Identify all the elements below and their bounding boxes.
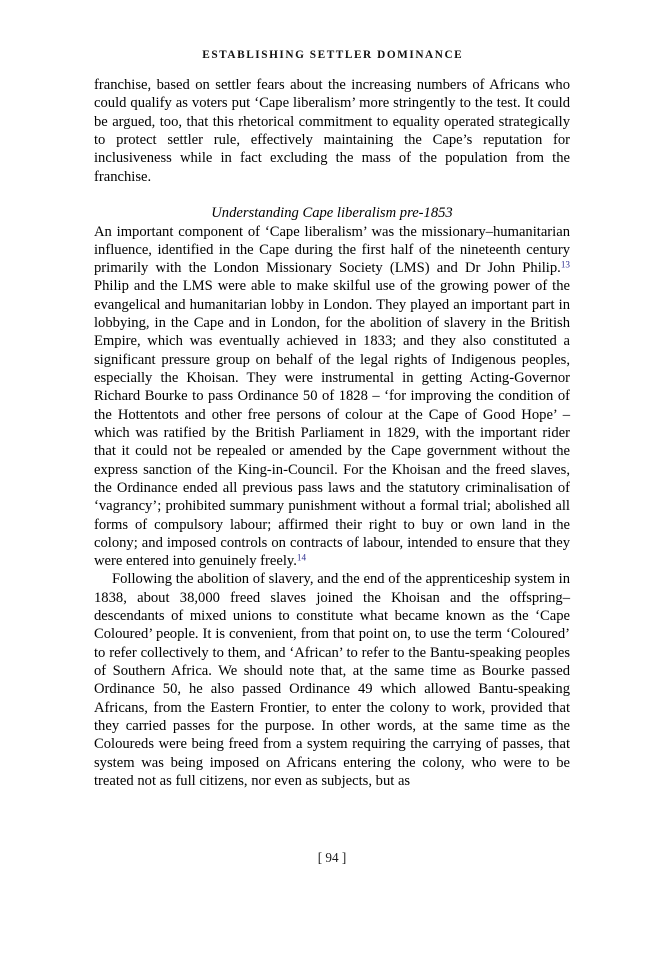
- paragraph-spacer: [94, 186, 570, 204]
- page-number: [ 94 ]: [317, 850, 347, 865]
- footnote-marker-13[interactable]: 13: [560, 259, 570, 270]
- section-subheading: Understanding Cape liberalism pre-1853: [211, 205, 453, 222]
- paragraph-cape-liberalism: [94, 223, 570, 571]
- running-head: ESTABLISHING SETTLER DOMINANCE: [202, 49, 464, 61]
- body-text-block: [94, 76, 570, 790]
- paragraph-continuation: franchise, based on settler fears about the increasing numbers of Africans who could qualify as voters put ‘Cape liberalism’ more stringently to the test. It could be argued, too, that this rhetorical commitment to equality operated strategically to protect settler rule, effectively maintaining the Cape’s reputation for inclusiveness while in fact excluding the mass of the population from the franchise.: [94, 77, 570, 185]
- footnote-marker-14[interactable]: 14: [296, 552, 307, 563]
- paragraph-text-segment-a: An important component of ‘Cape liberalism’ was the missionary–humanitarian influence, identified in the Cape during the first half of the nineteenth century primarily with the London Missionary Society (LMS) and Dr John Philip.: [94, 223, 570, 277]
- paragraph-abolition-of-slavery: Following the abolition of slavery, and the end of the apprenticeship system in 1838, about 38,000 freed slaves joined the Khoisan and the offspring–descendants of mixed unions to constitute what became known as the ‘Cape Coloured’ people. It is convenient, from that point on, to use the term ‘Coloured’ to refer collectively to them, and ‘African’ to refer to the Bantu-speaking peoples of Southern Africa. We should note that, at the same time as Bourke passed Ordinance 50, he also passed Ordinance 49 which allowed Bantu-speaking Africans, from the Eastern Frontier, to enter the colony to work, provided that they carried passes for the purpose. In other words, at the same time as the Coloureds were being freed from a system requiring the carrying of passes, that system was being imposed on Africans entering the colony, who were to be treated not as full citizens, nor even as subjects, but as: [94, 571, 570, 789]
- paragraph-text-segment-b: Philip and the LMS were able to make skilful use of the growing power of the evangelical and humanitarian lobby in London. They played an important part in lobbying, in the Cape and in London, for the abolition of slavery in the British Empire, which was eventually achieved in 1833; and they also constituted a significant pressure group on behalf of the legal rights of Indigenous peoples, especially the Khoisan. They were instrumental in getting Acting-Governor Richard Bourke to pass Ordinance 50 of 1828 – ‘for improving the condition of the Hottentots and other free persons of colour at the Cape of Good Hope’ – which was ratified by the British Parliament in 1829, with the important rider that it could not be repealed or amended by the Cape government without the express sanction of the King-in-Council. For the Khoisan and the freed slaves, the Ordinance ended all previous pass laws and the statutory criminalisation of ‘vagrancy’; prohibited summary punishment without a formal trial; abolished all forms of compulsory labour; affirmed their right to buy or own land in the colony; and imposed controls on contracts of labour, intended to ensure that they were entered into genuinely freely.: [94, 278, 570, 570]
